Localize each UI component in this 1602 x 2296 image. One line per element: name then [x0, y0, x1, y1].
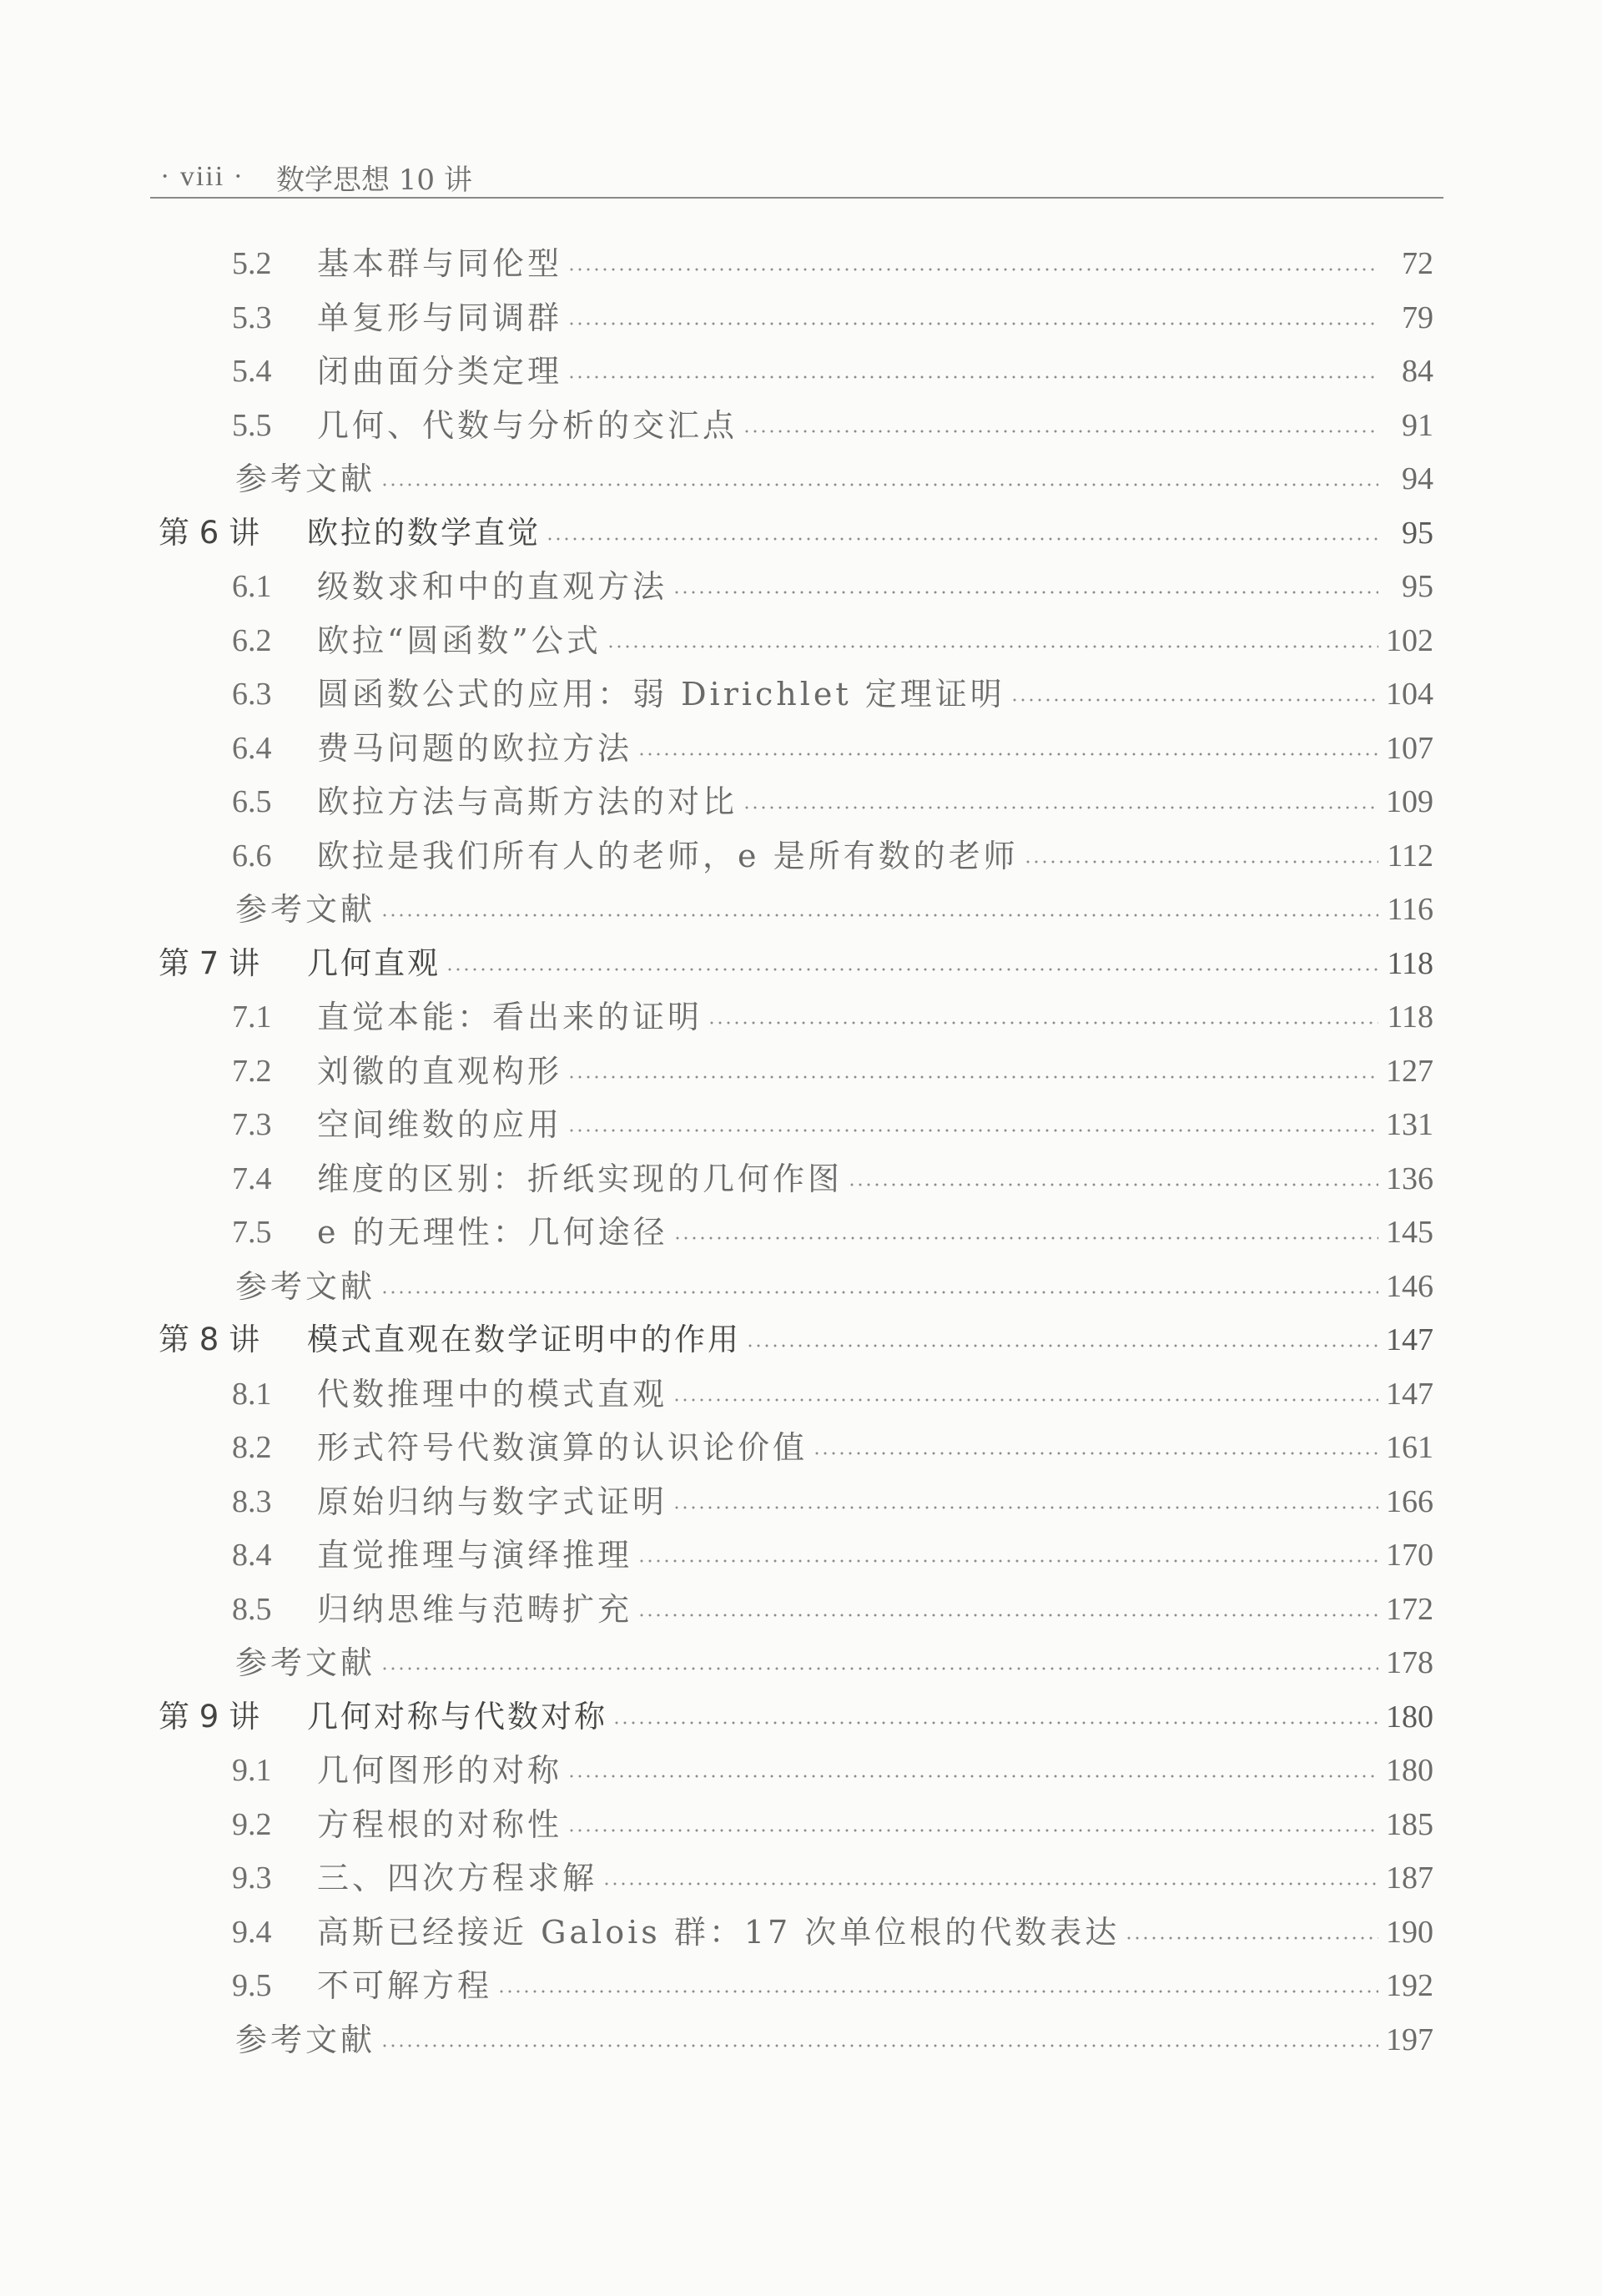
toc-references-entry[interactable] [235, 1640, 1433, 1685]
toc-references-entry[interactable] [235, 456, 1433, 501]
toc-entry-number: 6.3 [232, 677, 272, 712]
toc-entry-title: 维度的区别：折纸实现的几何作图 [317, 1160, 844, 1197]
dot-leader [567, 375, 1378, 379]
toc-entry-number: 7.1 [232, 999, 272, 1035]
dot-leader [567, 1775, 1378, 1778]
toc-page-number: 180 [1386, 1699, 1433, 1735]
dot-leader [637, 1559, 1378, 1563]
toc-section-entry[interactable] [232, 1910, 1433, 1955]
toc-entry-number: 6.1 [232, 569, 272, 604]
dot-leader [567, 268, 1378, 271]
toc-section-entry[interactable] [232, 779, 1433, 824]
toc-entry-title: 圆函数公式的应用：弱 Dirichlet 定理证明 [317, 676, 1005, 712]
toc-section-entry[interactable] [232, 349, 1433, 394]
toc-section-entry[interactable] [232, 618, 1433, 663]
toc-entry-title: 几何对称与代数对称 [307, 1698, 607, 1735]
toc-entry-number: 8.4 [232, 1538, 272, 1573]
toc-entry-number: 6.6 [232, 838, 272, 874]
toc-entry-title: 代数推理中的模式直观 [317, 1375, 668, 1412]
toc-page-number: 190 [1386, 1914, 1433, 1950]
dot-leader [546, 537, 1378, 541]
toc-entry-title: 归纳思维与范畴扩充 [317, 1590, 633, 1628]
toc-section-entry[interactable] [232, 1049, 1433, 1094]
toc-entry-number: 6.4 [232, 730, 272, 766]
toc-section-entry[interactable] [232, 1963, 1433, 2008]
toc-chapter-entry[interactable] [159, 511, 1433, 556]
dot-leader [813, 1452, 1378, 1455]
toc-section-entry[interactable] [232, 1533, 1433, 1578]
toc-entry-title: 高斯已经接近 Galois 群：17 次单位根的代数表达 [317, 1913, 1121, 1951]
toc-entry-title: 几何直观 [307, 944, 441, 981]
toc-section-entry[interactable] [232, 1425, 1433, 1470]
toc-entry-number: 第 7 讲 [159, 944, 260, 981]
dot-leader [380, 1667, 1378, 1670]
dot-leader [567, 1829, 1378, 1832]
dot-leader [637, 1614, 1378, 1617]
toc-entry-title: 基本群与同伦型 [317, 245, 563, 282]
toc-entry-title: e 的无理性：几何途径 [317, 1214, 668, 1251]
dot-leader [673, 1236, 1378, 1240]
toc-page-number: 147 [1386, 1376, 1433, 1412]
toc-page-number: 187 [1386, 1860, 1433, 1896]
page-marker: · viii · [160, 161, 244, 192]
toc-entry-title: 模式直观在数学证明中的作用 [307, 1322, 741, 1357]
toc-entry-number: 5.4 [232, 354, 272, 389]
toc-section-entry[interactable] [232, 1479, 1433, 1524]
toc-entry-number: 第 9 讲 [159, 1698, 260, 1735]
toc-entry-number: 9.1 [232, 1753, 272, 1788]
dot-leader [602, 1882, 1378, 1886]
toc-entry-number: 8.5 [232, 1591, 272, 1627]
toc-entry-title: 空间维数的应用 [317, 1106, 563, 1143]
toc-page-number: 72 [1402, 246, 1433, 281]
toc-entry-title: 费马问题的欧拉方法 [317, 729, 633, 767]
dot-leader [673, 1398, 1378, 1402]
toc-page-number: 118 [1387, 945, 1433, 981]
toc-entry-number: 9.3 [232, 1860, 272, 1896]
toc-entry-number: 9.4 [232, 1914, 272, 1950]
toc-page-number: 131 [1386, 1107, 1433, 1142]
toc-entry-title: 欧拉“圆函数”公式 [317, 622, 602, 659]
toc-entry-title: 单复形与同调群 [317, 299, 563, 336]
toc-entry-title: 方程根的对称性 [317, 1805, 563, 1843]
dot-leader [380, 483, 1378, 486]
toc-entry-title: 参考文献 [235, 1644, 376, 1681]
toc-entry-title: 参考文献 [235, 2021, 376, 2058]
toc-page-number: 95 [1402, 515, 1433, 551]
toc-section-entry[interactable] [232, 1802, 1433, 1847]
toc-entry-number: 7.5 [232, 1215, 272, 1250]
toc-entry-title: 欧拉是我们所有人的老师，e 是所有数的老师 [317, 837, 1019, 874]
toc-section-entry[interactable] [232, 1587, 1433, 1632]
dot-leader [1024, 860, 1378, 864]
toc-section-entry[interactable] [232, 994, 1433, 1040]
toc-entry-number: 7.3 [232, 1107, 272, 1142]
dot-leader [380, 914, 1378, 917]
toc-entry-title: 刘徽的直观构形 [317, 1052, 563, 1090]
toc-page-number: 94 [1402, 461, 1433, 496]
toc-entry-title: 三、四次方程求解 [317, 1860, 598, 1896]
toc-page-number: 170 [1386, 1538, 1433, 1573]
toc-page-number: 127 [1386, 1053, 1433, 1089]
toc-chapter-entry[interactable] [159, 1694, 1433, 1740]
dot-leader [637, 753, 1378, 756]
toc-entry-title: 不可解方程 [317, 1967, 493, 2004]
toc-section-entry[interactable] [232, 241, 1433, 286]
toc-entry-number: 8.3 [232, 1483, 272, 1519]
toc-section-entry[interactable] [232, 1372, 1433, 1417]
toc-page-number: 145 [1386, 1215, 1433, 1250]
toc-entry-number: 5.2 [232, 246, 272, 281]
toc-entry-number: 9.5 [232, 1968, 272, 2003]
toc-page-number: 166 [1386, 1483, 1433, 1519]
dot-leader [743, 430, 1378, 433]
toc-section-entry[interactable] [232, 672, 1433, 717]
toc-entry-number: 5.3 [232, 300, 272, 335]
dot-leader [673, 591, 1378, 594]
toc-chapter-entry[interactable] [159, 941, 1433, 986]
dot-leader [746, 1344, 1378, 1347]
toc-entry-title: 参考文献 [235, 1267, 376, 1305]
toc-entry-title: 参考文献 [235, 891, 376, 928]
toc-chapter-entry[interactable] [159, 1317, 1433, 1362]
toc-section-entry[interactable] [232, 295, 1433, 340]
toc-section-entry[interactable] [232, 1156, 1433, 1201]
toc-entry-title: 欧拉方法与高斯方法的对比 [317, 783, 738, 820]
toc-entry-number: 第 8 讲 [159, 1322, 260, 1357]
dot-leader [380, 1291, 1378, 1294]
dot-leader [1010, 698, 1378, 702]
dot-leader [567, 1129, 1378, 1132]
dot-leader [567, 322, 1378, 325]
toc-section-entry[interactable] [232, 564, 1433, 609]
toc-page-number: 112 [1387, 838, 1433, 874]
header-rule [150, 197, 1443, 199]
book-title: 数学思想 10 讲 [275, 163, 472, 197]
toc-page-number: 147 [1386, 1322, 1433, 1357]
toc-entry-title: 闭曲面分类定理 [317, 353, 563, 390]
toc-entry-number: 6.5 [232, 784, 272, 819]
toc-page-number: 178 [1386, 1645, 1433, 1680]
toc-entry-title: 几何图形的对称 [317, 1752, 563, 1789]
dot-leader [446, 968, 1378, 971]
toc-entry-title: 级数求和中的直观方法 [317, 568, 668, 605]
toc-page-number: 161 [1386, 1430, 1433, 1465]
dot-leader [1125, 1936, 1378, 1940]
toc-section-entry[interactable] [232, 726, 1433, 771]
dot-leader [743, 806, 1378, 809]
toc-references-entry[interactable] [235, 2017, 1433, 2062]
dot-leader [497, 1990, 1378, 1993]
toc-page-number: 84 [1402, 354, 1433, 389]
dot-leader [673, 1506, 1378, 1509]
toc-page-number: 172 [1386, 1591, 1433, 1627]
toc-entry-title: 直觉推理与演绎推理 [317, 1537, 633, 1573]
toc-entry-number: 8.1 [232, 1376, 272, 1412]
dot-leader [848, 1183, 1378, 1186]
toc-entry-number: 5.5 [232, 407, 272, 443]
toc-page-number: 185 [1386, 1806, 1433, 1842]
dot-leader [612, 1721, 1378, 1725]
toc-section-entry[interactable] [232, 403, 1433, 448]
toc-page-number: 136 [1386, 1161, 1433, 1196]
toc-entry-number: 第 6 讲 [159, 514, 260, 551]
toc-page-number: 107 [1386, 730, 1433, 766]
toc-entry-title: 几何、代数与分析的交汇点 [317, 406, 738, 444]
dot-leader [708, 1021, 1378, 1025]
toc-page-number: 180 [1386, 1753, 1433, 1788]
toc-page-number: 104 [1386, 677, 1433, 712]
toc-page-number: 95 [1402, 569, 1433, 604]
toc-page-number: 79 [1402, 300, 1433, 335]
toc-references-entry[interactable] [235, 887, 1433, 932]
toc-entry-title: 形式符号代数演算的认识论价值 [317, 1429, 809, 1466]
toc-page-number: 102 [1386, 622, 1433, 658]
toc-entry-title: 原始归纳与数字式证明 [317, 1483, 668, 1520]
toc-entry-number: 7.4 [232, 1161, 272, 1196]
toc-entry-title: 直觉本能：看出来的证明 [317, 999, 703, 1035]
toc-entry-number: 7.2 [232, 1053, 272, 1089]
toc-entry-title: 欧拉的数学直觉 [307, 514, 541, 551]
toc-section-entry[interactable] [232, 1102, 1433, 1147]
toc-page-number: 109 [1386, 784, 1433, 819]
toc-entry-number: 6.2 [232, 622, 272, 658]
toc-page-number: 197 [1386, 2022, 1433, 2057]
toc-section-entry[interactable] [232, 1748, 1433, 1793]
dot-leader [607, 645, 1378, 648]
toc-page-number: 116 [1387, 892, 1433, 927]
toc-references-entry[interactable] [235, 1264, 1433, 1309]
dot-leader [567, 1075, 1378, 1079]
toc-section-entry[interactable] [232, 1210, 1433, 1255]
toc-section-entry[interactable] [232, 833, 1433, 879]
toc-page-number: 118 [1387, 999, 1433, 1035]
toc-page-number: 146 [1386, 1268, 1433, 1304]
dot-leader [380, 2044, 1378, 2047]
toc-page-number: 192 [1386, 1968, 1433, 2003]
toc-section-entry[interactable] [232, 1855, 1433, 1901]
toc-page-number: 91 [1402, 407, 1433, 443]
toc-entry-number: 8.2 [232, 1430, 272, 1465]
toc-entry-title: 参考文献 [235, 461, 376, 497]
running-head [160, 155, 1443, 199]
toc-entry-number: 9.2 [232, 1806, 272, 1842]
